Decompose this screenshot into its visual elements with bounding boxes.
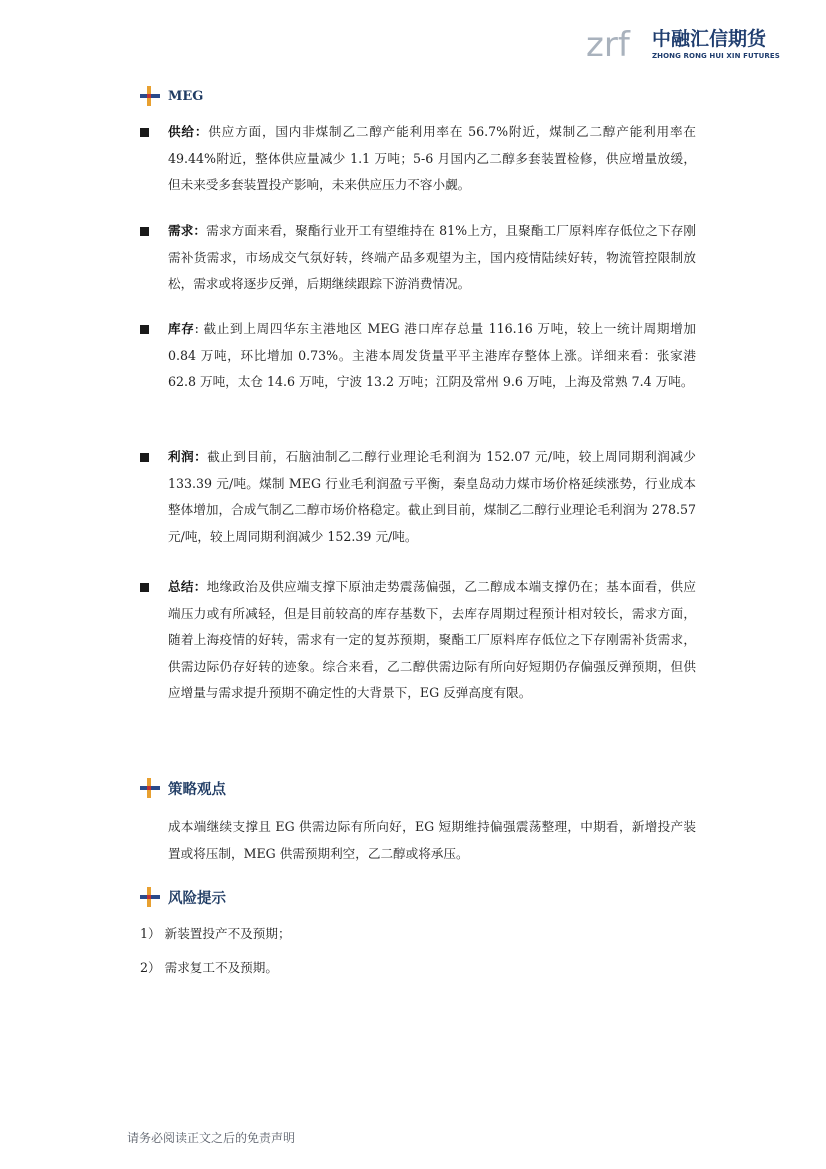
company-logo [586,18,780,64]
disclaimer-footer: 请务必阅读正文之后的免责声明 [127,1131,296,1145]
strategy-paragraph: 成本端继续支撑且 EG 供需边际有所向好，EG 短期维持偏强震荡整理，中期看，新增投产装置或将压制，MEG 供需预期利空，乙二醇或将承压。 [168,819,696,861]
item-label: 需求： [168,223,207,238]
svg-text:zrf: zrf [586,25,630,62]
item-label: 库存 [168,321,195,336]
list-item-inventory [140,316,696,396]
risk-section-header [140,885,226,909]
list-item-supply [140,119,696,199]
item-text: 截止到目前，石脑油制乙二醇行业理论毛利润为 152.07 元/吨，较上周同期利润减少 133.39 元/吨。煤制 MEG 行业毛利润盈亏平衡，秦皇岛动力煤市场价格延续涨势，行业成本整体增加，合成气制乙二醇市场价格稳定。截止到目前，煤制乙二醇行业理论毛利润为 278.57 元/吨，较上周同期利润减少 152.39 元/吨。 [168,449,696,544]
item-label: 利润： [168,449,208,464]
item-text: 需求方面来看，聚酯行业开工有望维持在 81%上方，且聚酯工厂原料库存低位之下存刚需补货需求，市场成交气氛好转，终端产品多观望为主，国内疫情陆续好转，物流管控限制放松，需求或将逐步反弹，后期继续跟踪下游消费情况。 [168,223,697,291]
square-bullet-icon [140,227,149,236]
meg-section-header [140,84,203,108]
item-text: 供应方面，国内非煤制乙二醇产能利用率在 56.7%附近，煤制乙二醇产能利用率在 49.44%附近，整体供应量减少 1.1 万吨；5-6 月国内乙二醇多套装置检修，供应增量放缓，但未来受多套装置投产影响，未来供应压力不容小觑。 [168,124,696,192]
cross-marker-icon [140,887,160,907]
strategy-section-header [140,776,226,800]
cross-marker-icon [140,86,160,106]
list-item-summary [140,574,696,707]
item-label: 总结： [168,579,207,594]
square-bullet-icon [140,583,149,592]
square-bullet-icon [140,325,149,334]
item-text: 地缘政治及供应端支撑下原油走势震荡偏强，乙二醇成本端支撑仍在；基本面看，供应端压力或有所减轻，但是目前较高的库存基数下，去库存周期过程预计相对较长，需求方面，随着上海疫情的好转，需求有一定的复苏预期，聚酯工厂原料库存低位之下存刚需补货需求，供需边际仍存好转的迹象。综合来看，乙二醇供需边际有所向好短期仍存偏强反弹预期，但供应增量与需求提升预期不确定性的大背景下，EG 反弹高度有限。 [168,579,697,700]
square-bullet-icon [140,453,149,462]
risk-item: 1） 新装置投产不及预期； [140,926,291,941]
meg-section-title: MEG [168,88,204,104]
company-name-en: ZHONG RONG HUI XIN FUTURES [652,52,780,60]
cross-marker-icon [140,778,160,798]
list-item-profit [140,444,696,550]
zrf-logo-mark-icon [586,20,648,62]
square-bullet-icon [140,128,149,137]
item-text: : 截止到上周四华东主港地区 MEG 港口库存总量 116.16 万吨，较上一统计周期增加 0.84 万吨，环比增加 0.73%。主港本周发货量平平主港库存整体上涨。详细来看：张家港 62.8 万吨，太仓 14.6 万吨，宁波 13.2 万吨；江阴及常州 9.6 万吨，上海及常熟 7.4 万吨。 [168,321,697,389]
company-name-cn: 中融汇信期货 [652,28,767,50]
list-item-demand [140,218,696,298]
risk-item: 2） 需求复工不及预期。 [140,960,278,975]
item-label: 供给： [168,124,209,139]
strategy-section-title: 策略观点 [168,781,226,798]
risk-section-title: 风险提示 [168,890,226,907]
